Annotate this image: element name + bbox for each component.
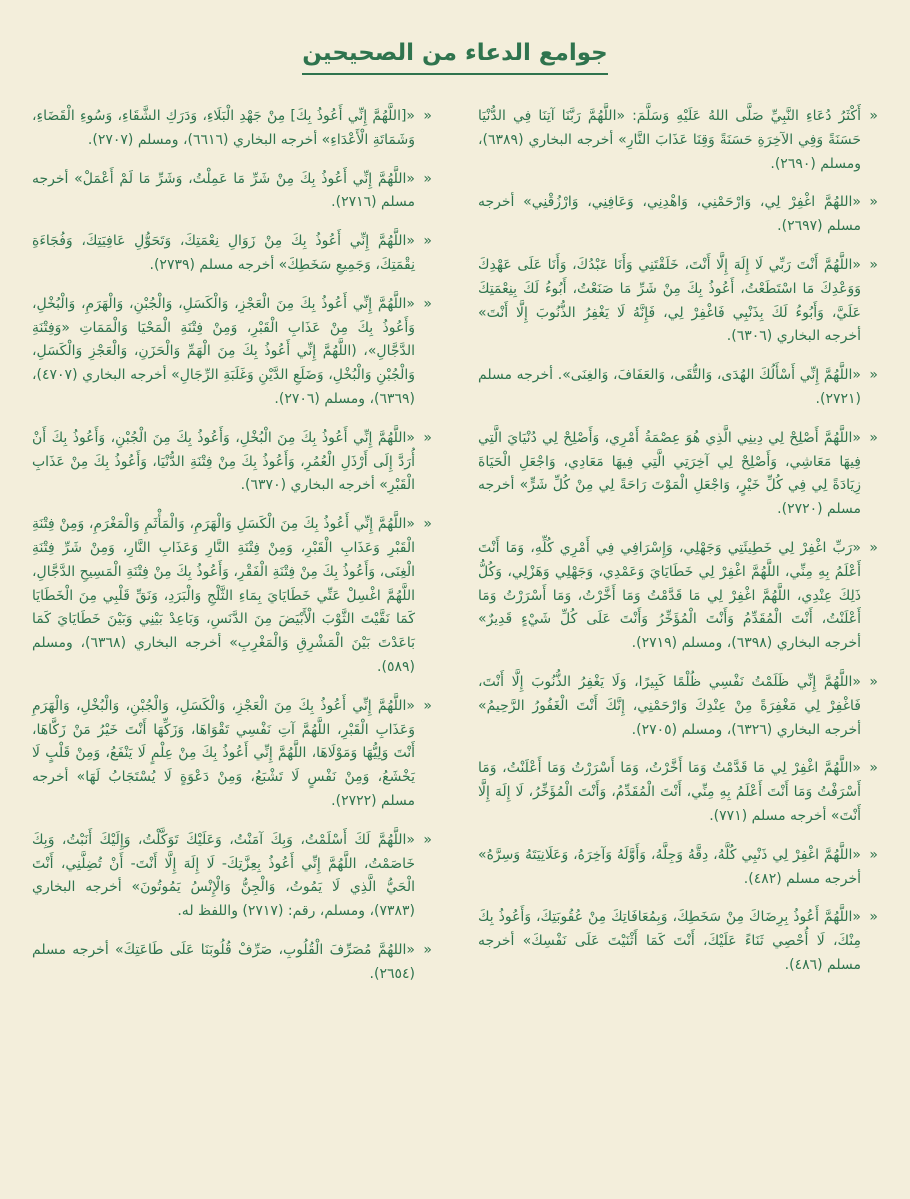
dua-entry: [478, 191, 878, 239]
dua-text: «اللَّهُمَّ إِنِّي أَعُوذُ بِكَ مِنَ الْكَسَلِ وَالْهَرَمِ، وَالْمَأْثَمِ وَالْمَغْرَمِ، وَمِنْ فِتْنَةِ الْقَبْرِ وَعَذَابِ الْقَبْرِ، وَمِنْ فِتْنَةِ النَّارِ وَعَذَابِ النَّارِ، وَمِنْ شَرِّ فِتْنَةِ الْغِنَى، وَأَعُوذُ بِكَ مِنْ فِتْنَةِ الْفَقْرِ، وَأَعُوذُ بِكَ مِنْ فِتْنَةِ الْمَسِيحِ الدَّجَّالِ، اللَّهُمَّ اغْسِلْ عَنِّي خَطَايَايَ بِمَاءِ الثَّلْجِ وَالْبَرَدِ، وَنَقِّ قَلْبِي مِنَ الْخَطَايَا كَمَا نَقَّيْتَ الثَّوْبَ الْأَبْيَضَ مِنَ الدَّنَسِ، وَبَاعِدْ بَيْنِي وَبَيْنَ خَطَايَايَ كَمَا بَاعَدْتَ بَيْنَ الْمَشْرِقِ وَالْمَغْرِبِ» أخرجه البخاري (٦٣٦٨)، ومسلم (٥٨٩).: [32, 516, 415, 675]
dua-entry: [32, 695, 432, 814]
dua-entry: [478, 906, 878, 977]
dua-text: «اللَّهُمَّ أَصْلِحْ لِي دِينِي الَّذِي هُوَ عِصْمَةُ أَمْرِي، وَأَصْلِحْ لِي دُنْيَايَ الَّتِي فِيهَا مَعَاشِي، وَأَصْلِحْ لِي آخِرَتِي الَّتِي فِيهَا مَعَادِي، وَاجْعَلِ الْحَيَاةَ زِيَادَةً لِي فِي كُلِّ خَيْرٍ، وَاجْعَلِ الْمَوْتَ رَاحَةً لِي مِنْ كُلِّ شَرٍّ» أخرجه مسلم (٢٧٢٠).: [478, 429, 861, 518]
dua-text: أَكْثَرُ دُعَاءِ النَّبِيِّ صَلَّى اللهُ عَلَيْهِ وَسَلَّمَ: «اللَّهُمَّ رَبَّنَا آتِنَا فِي الدُّنْيَا حَسَنَةً وَفِي الآخِرَةِ حَسَنَةً وَقِنَا عَذَابَ النَّارِ» أخرجه البخاري (٦٣٨٩)، ومسلم (٢٦٩٠).: [478, 108, 861, 172]
entry-quote-marker: «: [869, 256, 878, 273]
entry-quote-marker: «: [423, 108, 432, 124]
dua-entry: [478, 671, 878, 742]
dua-text: «اللهُمَّ اغْفِرْ لِي، وَارْحَمْنِي، وَاهْدِنِي، وَعَافِنِي، وَارْزُقْنِي» أخرجه مسلم (٢٦٩٧).: [478, 194, 861, 235]
dua-text: «اللَّهُمَّ أَعُوذُ بِرِضَاكَ مِنْ سَخَطِكَ، وَبِمُعَافَاتِكَ مِنْ عُقُوبَتِكَ، وَأَعُوذُ بِكَ مِنْكَ، لَا أُحْصِي ثَنَاءً عَلَيْكَ، أَنْتَ كَمَا أَثْنَيْتَ عَلَى نَفْسِكَ» أخرجه مسلم (٤٨٦).: [478, 909, 861, 973]
entry-quote-marker: «: [869, 108, 878, 124]
entry-quote-marker: «: [423, 170, 432, 187]
entry-quote-marker: «: [423, 429, 432, 446]
dua-text: «[اللَّهُمَّ إِنِّي أَعُوذُ بِكَ] مِنْ جَهْدِ الْبَلَاءِ، وَدَرَكِ الشَّقَاءِ، وَسُوءِ الْقَضَاءِ، وَشَمَاتَةِ الْأَعْدَاءِ» أخرجه البخاري (٦٦١٦)، ومسلم (٢٧٠٧).: [32, 108, 415, 148]
dua-entry: [32, 105, 432, 153]
dua-entry: [478, 844, 878, 892]
dua-text: «اللَّهُمَّ لَكَ أَسْلَمْتُ، وَبِكَ آمَنْتُ، وَعَلَيْكَ تَوَكَّلْتُ، وَإِلَيْكَ أَنَبْتُ، وَبِكَ خَاصَمْتُ، اللَّهُمَّ إِنِّي أَعُوذُ بِعِزَّتِكَ- لَا إِلَهَ إِلَّا أَنْتَ- أَنْ تُضِلَّنِي، أَنْتَ الْحَيُّ الَّذِي لَا يَمُوتُ، وَالْجِنُّ وَالْإِنْسُ يَمُوتُونَ» أخرجه البخاري (٧٣٨٣)، ومسلم، رقم: (٢٧١٧) واللفظ له.: [32, 831, 415, 920]
entry-quote-marker: «: [869, 909, 878, 926]
column-right: [478, 105, 878, 993]
dua-text: «اللهُمَّ مُصَرِّفَ الْقُلُوبِ، صَرِّفْ قُلُوبَنَا عَلَى طَاعَتِكَ» أخرجه مسلم (٢٦٥٤).: [32, 941, 415, 982]
page-title-text: جوامع الدعاء من الصحيحين: [302, 40, 608, 75]
dua-entry: [32, 427, 432, 498]
dua-entry: [32, 513, 432, 680]
entry-quote-marker: «: [869, 367, 878, 384]
entry-quote-marker: «: [423, 295, 432, 312]
dua-entry: [478, 537, 878, 656]
dua-entry: [478, 254, 878, 349]
dua-entry: [478, 105, 878, 176]
entry-quote-marker: «: [423, 697, 432, 714]
dua-entry: [32, 829, 432, 924]
dua-entry: [478, 364, 878, 412]
dua-text: «اللَّهُمَّ إِنِّي أَعُوذُ بِكَ مِنْ شَرِّ مَا عَمِلْتُ، وَشَرِّ مَا لَمْ أَعْمَلْ» أخرجه مسلم (٢٧١٦).: [32, 170, 415, 211]
entry-quote-marker: «: [869, 539, 878, 556]
dua-entry: [478, 427, 878, 522]
dua-entry: [32, 293, 432, 412]
entry-quote-marker: «: [869, 429, 878, 446]
dua-text: «اللَّهُمَّ إِنِّي أَعُوذُ بِكَ مِنَ الْعَجْزِ، وَالْكَسَلِ، وَالْجُبْنِ، وَالْهَرَمِ، وَالْبُخْلِ، وَأَعُوذُ بِكَ مِنْ عَذَابِ الْقَبْرِ، وَمِنْ فِتْنَةِ الْمَحْيَا وَالْمَمَاتِ «وَفِتْنَةِ الدَّجَّالِ»، (اللَّهُمَّ إِنِّي أَعُوذُ بِكَ مِنَ الْهَمِّ وَالْحَزَنِ، وَالْعَجْزِ وَالْكَسَلِ، وَالْجُبْنِ وَالْبُخْلِ، وَضَلَعِ الدَّيْنِ وَغَلَبَةِ الرِّجَالِ» أخرجه البخاري (٤٧٠٧)، (٦٣٦٩)، ومسلم (٢٧٠٦).: [32, 295, 415, 407]
dua-text: «اللَّهُمَّ إِنِّي أَسْأَلُكَ الهُدَى، وَالتُّقَى، وَالعَفَافَ، وَالغِنَى». أخرجه مسلم (٢٧٢١).: [478, 367, 861, 407]
entry-quote-marker: «: [423, 831, 432, 848]
entry-quote-marker: «: [869, 846, 878, 863]
entry-quote-marker: «: [869, 760, 878, 777]
dua-text: «اللَّهُمَّ اغْفِرْ لِي مَا قَدَّمْتُ وَمَا أَخَّرْتُ، وَمَا أَسْرَرْتُ وَمَا أَعْلَنْتُ، وَمَا أَسْرَفْتُ وَمَا أَنْتَ أَعْلَمُ بِهِ مِنِّي، أَنْتَ الْمُقَدِّمُ، وَأَنْتَ الْمُؤَخِّرُ، لَا إِلَهَ إِلَّا أَنْتَ» أخرجه مسلم (٧٧١).: [478, 760, 861, 824]
dua-entry: [32, 939, 432, 987]
dua-text: «اللَّهُمَّ إِنِّي أَعُوذُ بِكَ مِنْ زَوَالِ نِعْمَتِكَ، وَتَحَوُّلِ عَافِيَتِكَ، وَفُجَاءَةِ نِقْمَتِكَ، وَجَمِيعِ سَخَطِكَ» أخرجه مسلم (٢٧٣٩).: [32, 233, 415, 273]
content-columns: [32, 105, 878, 1002]
dua-entry: [32, 168, 432, 216]
entry-quote-marker: «: [869, 194, 878, 211]
dua-text: «اللَّهُمَّ إِنِّي أَعُوذُ بِكَ مِنَ الْعَجْزِ، وَالْكَسَلِ، وَالْجُبْنِ، وَالْبُخْلِ، وَالْهَرَمِ وَعَذَابِ الْقَبْرِ، اللَّهُمَّ آتِ نَفْسِي تَقْوَاهَا، وَزَكِّهَا أَنْتَ خَيْرُ مَنْ زَكَّاهَا، أَنْتَ وَلِيُّهَا وَمَوْلَاهَا، اللَّهُمَّ إِنِّي أَعُوذُ بِكَ مِنْ عِلْمٍ لَا يَنْفَعُ، وَمِنْ قَلْبٍ لَا يَخْشَعُ، وَمِنْ نَفْسٍ لَا تَشْبَعُ، وَمِنْ دَعْوَةٍ لَا يُسْتَجَابُ لَهَا» أخرجه مسلم (٢٧٢٢).: [32, 697, 415, 809]
dua-text: «اللَّهُمَّ إِنِّي ظَلَمْتُ نَفْسِي ظُلْمًا كَبِيرًا، وَلَا يَغْفِرُ الذُّنُوبَ إِلَّا أَنْتَ، فَاغْفِرْ لِي مَغْفِرَةً مِنْ عِنْدِكَ وَارْحَمْنِي، إِنَّكَ أَنْتَ الْغَفُورُ الرَّحِيمُ» أخرجه البخاري (٦٣٢٦)، ومسلم (٢٧٠٥).: [478, 673, 861, 738]
entry-quote-marker: «: [423, 941, 432, 958]
dua-text: «اللَّهُمَّ أَنْتَ رَبِّي لَا إِلَهَ إِلَّا أَنْتَ، خَلَقْتَنِي وَأَنَا عَبْدُكَ، وَأَنَا عَلَى عَهْدِكَ وَوَعْدِكَ مَا اسْتَطَعْتُ، أَعُوذُ بِكَ مِنْ شَرِّ مَا صَنَعْتُ، أَبُوءُ لَكَ بِنِعْمَتِكَ عَلَيَّ، وَأَبُوءُ لَكَ بِذَنْبِي فَاغْفِرْ لِي، فَإِنَّهُ لَا يَغْفِرُ الذُّنُوبَ إِلَّا أَنْتَ» أخرجه البخاري (٦٣٠٦).: [478, 256, 861, 345]
dua-text: «رَبِّ اغْفِرْ لِي خَطِيئَتِي وَجَهْلِي، وَإِسْرَافِي فِي أَمْرِي كُلِّهِ، وَمَا أَنْتَ أَعْلَمُ بِهِ مِنِّي، اللَّهُمَّ اغْفِرْ لِي خَطَايَايَ وَعَمْدِي، وَجَهْلِي وَهَزْلِي، وَكُلُّ ذَلِكَ عِنْدِي، اللَّهُمَّ اغْفِرْ لِي مَا قَدَّمْتُ وَمَا أَخَّرْتُ، وَمَا أَسْرَرْتُ وَمَا أَعْلَنْتُ، أَنْتَ الْمُقَدِّمُ وَأَنْتَ الْمُؤَخِّرُ وَأَنْتَ عَلَى كُلِّ شَيْءٍ قَدِيرٌ» أخرجه البخاري (٦٣٩٨)، ومسلم (٢٧١٩).: [478, 539, 861, 652]
entry-quote-marker: «: [869, 673, 878, 690]
entry-quote-marker: «: [423, 233, 432, 250]
dua-text: «اللَّهُمَّ اغْفِرْ لِي ذَنْبِي كُلَّهُ، دِقَّهُ وَجِلَّهُ، وَأَوَّلَهُ وَآخِرَهُ، وَعَلَانِيَتَهُ وَسِرَّهُ» أخرجه مسلم (٤٨٢).: [478, 846, 861, 887]
entry-quote-marker: «: [423, 516, 432, 533]
dua-entry: [32, 230, 432, 278]
dua-text: «اللَّهُمَّ إِنِّي أَعُوذُ بِكَ مِنَ الْبُخْلِ، وَأَعُوذُ بِكَ مِنَ الْجُبْنِ، وَأَعُوذُ بِكَ أَنْ أُرَدَّ إِلَى أَرْذَلِ الْعُمُرِ، وَأَعُوذُ بِكَ مِنْ فِتْنَةِ الدُّنْيَا، وَأَعُوذُ بِكَ مِنْ عَذَابِ الْقَبْرِ» أخرجه البخاري (٦٣٧٠).: [32, 429, 415, 494]
dua-entry: [478, 757, 878, 828]
page-title: [32, 40, 878, 75]
column-left: [32, 105, 432, 1002]
